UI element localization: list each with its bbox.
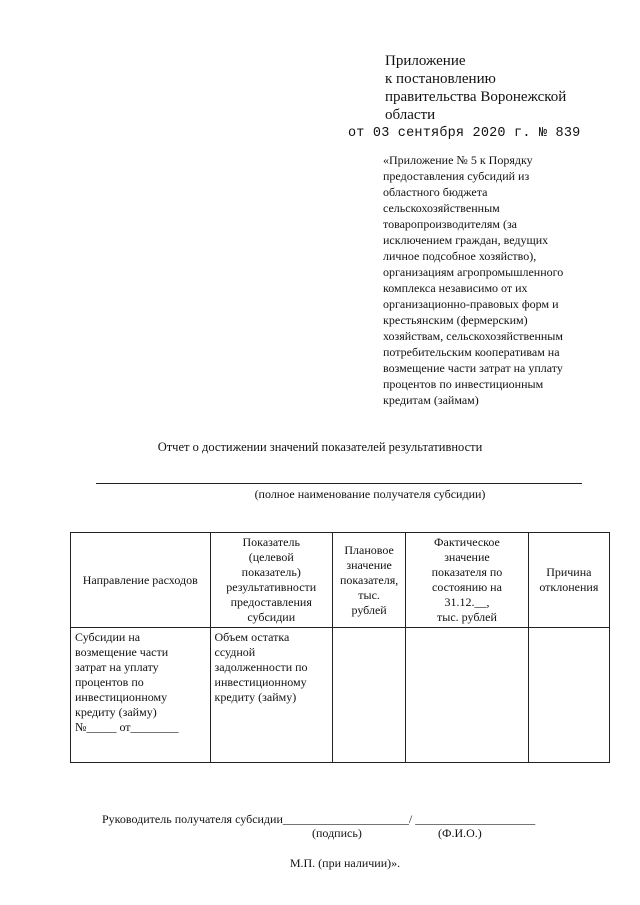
cell-text-line: возмещение части: [75, 645, 169, 659]
cell-text-line: Объем остатка: [214, 630, 290, 644]
appendix-line: организационно-правовых форм и: [383, 297, 559, 311]
report-title: Отчет о достижении значений показателей результативности: [157, 440, 483, 454]
signature-line: Руководитель получателя субсидии_____________________/ ____________________: [102, 812, 536, 826]
indicators-table: [70, 532, 610, 763]
appendix-line: предоставления субсидий из: [383, 169, 530, 183]
cell-text-line: ссудной: [214, 645, 256, 659]
cell-text-line: показатель): [241, 565, 301, 579]
cell-text-line: предоставления: [230, 595, 312, 609]
cell-text-line: значение: [346, 557, 392, 572]
cell-text-line: субсидии: [247, 610, 296, 624]
cell-text-line: состоянию на: [432, 580, 502, 594]
appendix-line: возмещение части затрат на уплату: [383, 361, 563, 375]
appendix-line: «Приложение № 5 к Порядку: [383, 153, 533, 167]
recipient-fill-line: [96, 483, 582, 484]
header-line: области: [385, 107, 436, 123]
cell-text-line: Показатель: [242, 535, 300, 549]
cell-text-line: результативности: [226, 580, 317, 594]
table-row: [71, 628, 610, 763]
appendix-line: крестьянским (фермерским): [383, 313, 528, 327]
cell-expense-direction: [71, 628, 211, 763]
appendix-line: областного бюджета: [383, 185, 488, 199]
cell-indicator: [210, 628, 332, 763]
cell-text-line: Фактическое: [434, 535, 500, 549]
cell-text-line: кредиту (займу): [75, 705, 157, 719]
appendix-line: личное подсобное хозяйство),: [383, 249, 537, 263]
cell-actual-value: [406, 628, 528, 763]
appendix-line: товаропроизводителям (за: [383, 217, 518, 231]
appendix-line: хозяйствам, сельскохозяйственным: [383, 329, 563, 343]
cell-text-line: Направление расходов: [82, 572, 198, 587]
appendix-line: комплекса независимо от их: [383, 281, 528, 295]
cell-text-line: затрат на уплату: [75, 660, 159, 674]
header-line: правительства Воронежской: [385, 89, 567, 105]
appendix-line: потребительским кооперативам на: [383, 345, 560, 359]
cell-text-line: показателя по: [431, 565, 503, 579]
cell-text-line: тыс. рублей: [437, 610, 497, 624]
stamp-note: М.П. (при наличии)».: [289, 856, 401, 870]
cell-text-line: Плановое: [344, 542, 394, 557]
appendix-line: кредитам (займам): [383, 393, 479, 407]
cell-text-line: 31.12.__,: [444, 595, 490, 609]
cell-deviation-reason: [528, 628, 609, 763]
name-caption: (Ф.И.О.): [438, 826, 482, 840]
recipient-caption: (полное наименование получателя субсидии): [254, 487, 486, 501]
cell-text-line: показателя,: [339, 572, 399, 587]
cell-text-line: рублей: [351, 602, 387, 617]
appendix-line: процентов по инвестиционным: [383, 377, 544, 391]
header-cell-planned-value: [332, 533, 405, 628]
header-cell-actual-value: [406, 533, 528, 628]
table-header-row: [71, 533, 610, 628]
header-cell-indicator: [210, 533, 332, 628]
cell-text-line: инвестиционному: [75, 690, 168, 704]
cell-text-line: Субсидии на: [75, 630, 141, 644]
header-line: к постановлению: [385, 71, 496, 87]
cell-text-line: процентов по: [75, 675, 144, 689]
cell-text-line: тыс.: [358, 587, 380, 602]
appendix-reference: [383, 152, 593, 408]
header-cell-deviation-reason: [528, 533, 609, 628]
appendix-line: сельскохозяйственным: [383, 201, 500, 215]
cell-text-line: Причина: [546, 565, 592, 579]
cell-text-line: значение: [444, 550, 490, 564]
cell-text-line: кредиту (займу): [214, 690, 297, 704]
cell-planned-value: [332, 628, 405, 763]
appendix-header: [385, 52, 566, 124]
cell-text-line: задолженности по: [214, 660, 308, 674]
cell-text-line: (целевой: [248, 550, 294, 564]
cell-text-line: №_____ от________: [75, 720, 179, 734]
cell-text-line: отклонения: [539, 580, 599, 594]
signature-caption: (подпись): [312, 826, 362, 840]
appendix-line: исключением граждан, ведущих: [383, 233, 549, 247]
header-cell-expense-direction: [71, 533, 211, 628]
header-line: Приложение: [385, 53, 466, 69]
appendix-line: организациям агропромышленного: [383, 265, 564, 279]
cell-text-line: инвестиционному: [214, 675, 307, 689]
resolution-date: от 03 сентября 2020 г. № 839: [348, 126, 581, 141]
